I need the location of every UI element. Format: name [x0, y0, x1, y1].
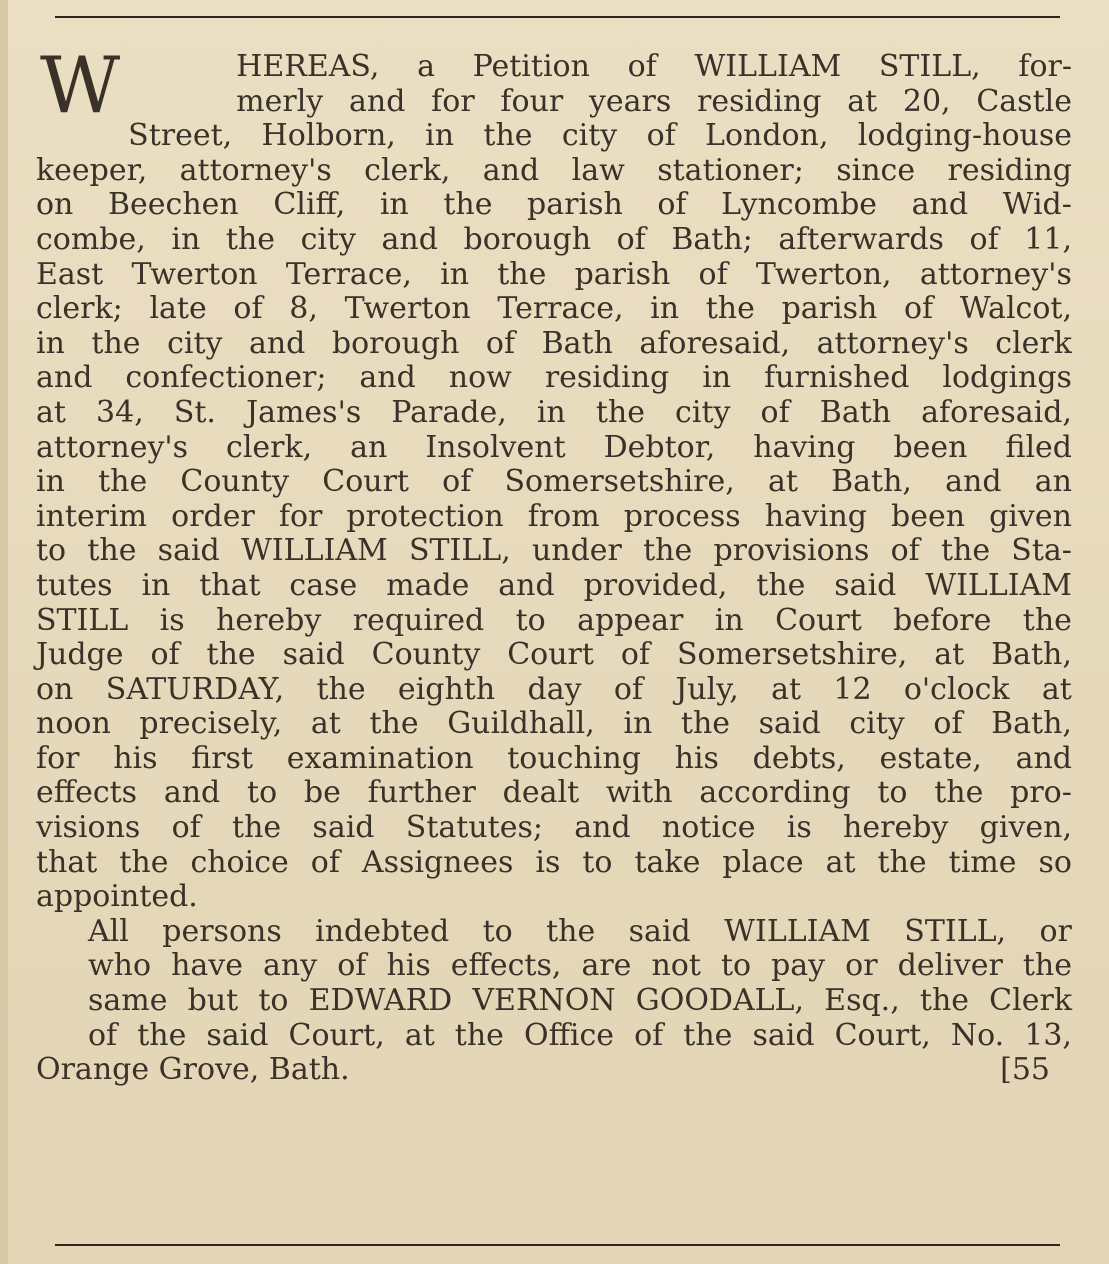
text-line: HEREAS, a Petition of WILLIAM STILL, for- [236, 49, 1072, 84]
address-text: Orange Grove, Bath. [36, 1052, 350, 1088]
drop-cap: W [40, 41, 119, 131]
text-line: in the city and borough of Bath aforesaid, attorney's clerk [36, 325, 1072, 361]
text-line: combe, in the city and borough of Bath; afterwards of 11, [36, 221, 1072, 257]
text-line: appointed. [36, 879, 198, 915]
text-line: All persons indebted to the said WILLIAM STILL, or [88, 913, 1072, 949]
text-line: on Beechen Cliff, in the parish of Lyncombe and Wid- [36, 187, 1072, 223]
text-line: for his first examination touching his debts, estate, and [36, 740, 1072, 776]
bottom-rule [55, 1244, 1060, 1246]
text-line: merly and for four years residing at 20, Castle [236, 83, 1072, 119]
text-line: to the said WILLIAM STILL, under the provisions of the Sta- [36, 533, 1072, 569]
text-line: that the choice of Assignees is to take place at the time so [36, 844, 1072, 880]
page-edge [0, 0, 8, 1264]
text-line: visions of the said Statutes; and notice is hereby given, [36, 810, 1072, 846]
reference-number: [55 [1000, 1052, 1050, 1088]
text-line: effects and to be further dealt with according to the pro- [36, 775, 1072, 811]
text-line: of the said Court, at the Office of the said Court, No. 13, [88, 1017, 1072, 1053]
text-line: attorney's clerk, an Insolvent Debtor, having been filed [36, 429, 1072, 465]
insolvency-notice [36, 41, 1072, 1088]
text-line: at 34, St. James's Parade, in the city of Bath aforesaid, [36, 394, 1072, 430]
text-line: East Twerton Terrace, in the parish of Twerton, attorney's [36, 256, 1072, 292]
paragraph-petition [36, 41, 1072, 915]
text-line: interim order for protection from process having been given [36, 498, 1072, 534]
text-line: STILL is hereby required to appear in Court before the [36, 602, 1072, 638]
top-rule [55, 16, 1060, 18]
text-line: and confectioner; and now residing in furnished lodgings [36, 360, 1072, 396]
text-line: same but to EDWARD VERNON GOODALL, Esq., the Clerk [88, 983, 1072, 1019]
text-line: noon precisely, at the Guildhall, in the said city of Bath, [36, 706, 1072, 742]
text-line: who have any of his effects, are not to pay or deliver the [88, 948, 1072, 984]
text-line: Street, Holborn, in the city of London, lodging-house [128, 118, 1072, 154]
text-line: Judge of the said County Court of Somersetshire, at Bath, [36, 637, 1072, 673]
text-line: tutes in that case made and provided, the said WILLIAM [36, 567, 1072, 603]
text-line: keeper, attorney's clerk, and law stationer; since residing [36, 152, 1072, 188]
text-line: clerk; late of 8, Twerton Terrace, in the parish of Walcot, [36, 291, 1072, 327]
closing-line [36, 1053, 1072, 1088]
paragraph-debtors [88, 915, 1072, 1053]
text-line: in the County Court of Somersetshire, at Bath, and an [36, 464, 1072, 500]
text-line: on SATURDAY, the eighth day of July, at 12 o'clock at [36, 671, 1072, 707]
